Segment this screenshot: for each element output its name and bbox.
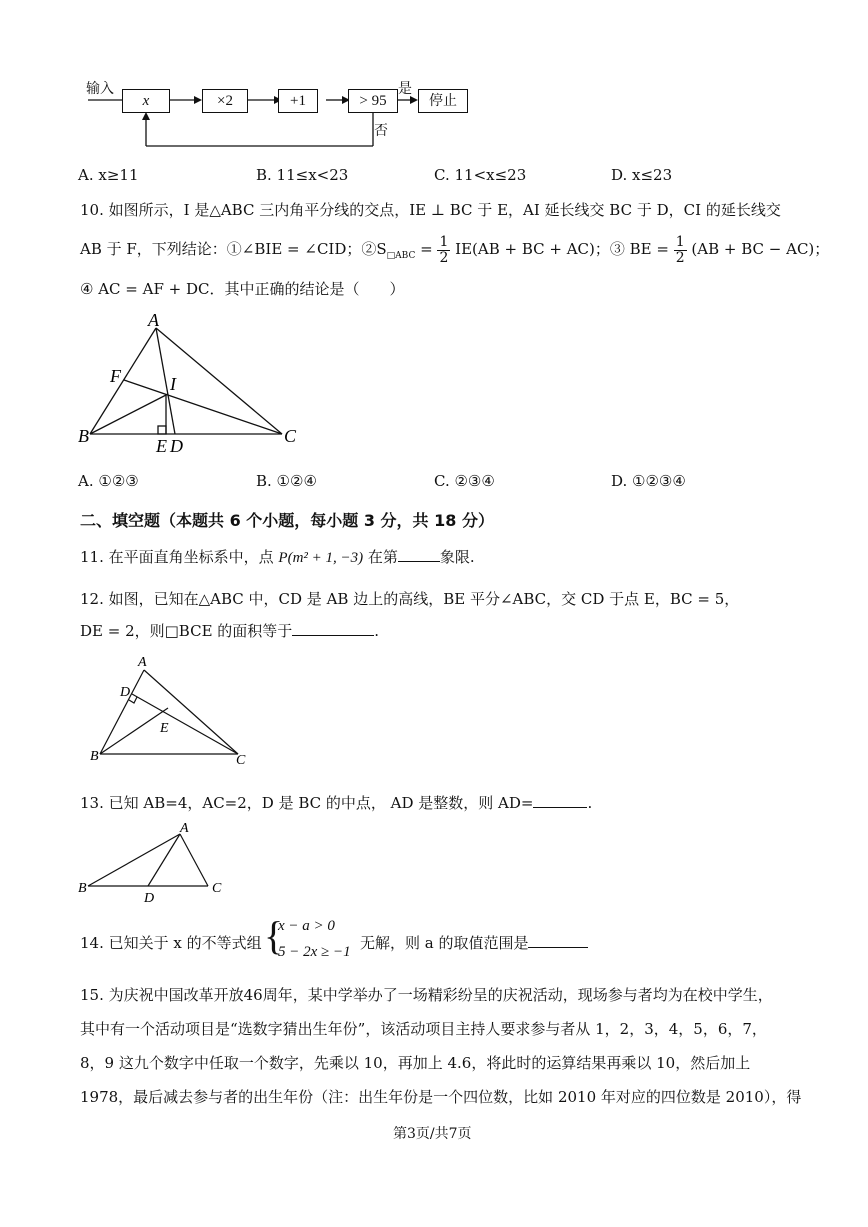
q13-text: 13. 已知 AB=4，AC=2，D 是 BC 的中点， AD 是整数，则 AD= . [80,794,593,812]
fraction-half: $\frac{1}{2}$ [439,233,449,266]
label-B: B [90,749,99,764]
label-B: B [78,426,89,446]
q13-triangle-figure [76,818,236,904]
q10-line1: 10. 如图所示，I 是△ABC 三内角平分线的交点，IE ⊥ BC 于 E，AI 延长线交 BC 于 D，CI 的延长线交 [80,201,781,219]
label-A: A [148,310,159,330]
flow-box-plus1: +1 [278,89,318,113]
fraction-half-2: $\frac{1}{2}$ [675,233,685,266]
flow-box-times2: ×2 [202,89,248,113]
q14-after: 无解，则 a 的取值范围是 [360,932,588,953]
q10-line3: ④ AC = AF + DC．其中正确的结论是（ ） [80,280,405,298]
label-B: B [78,881,87,896]
q9-option-d: D. x≤23 [611,166,673,184]
q10-line2: AB 于 F，下列结论：①∠BIE = ∠CID；$②S_{□ABC}$ = $\frac{1}{2}$ IE(AB + BC + AC)；③ BE = $\frac{1}{2}$ (AB + BC − AC)； [80,233,830,266]
q14-before: 14. 已知关于 x 的不等式组 [80,934,262,952]
q9-option-c: C. 11<x≤23 [434,166,527,184]
q12-triangle-figure [86,652,256,770]
q9-option-b: B. 11≤x<23 [256,166,349,184]
section-title: 二、填空题（本题共 6 个小题，每小题 3 分，共 18 分） [80,511,494,530]
label-F: F [110,366,121,386]
q14-inequality-2: 5 − 2x ≥ −1 [278,944,351,960]
label-C: C [284,426,297,446]
label-I: I [170,374,176,394]
q10-option-c: C. ②③④ [434,472,495,490]
label-A: A [138,655,147,670]
label-A: A [180,821,189,836]
q10-option-a: A. ①②③ [78,472,139,490]
q15-line-4: 1978，最后减去参与者的出生年份（注：出生年份是一个四位数，比如 2010 年对应的四位数是 2010），得 [80,1088,802,1106]
flow-no-label: 否 [374,123,388,139]
label-C: C [236,753,246,768]
q15-line-3: 8，9 这九个数字中任取一个数字，先乘以 10，再加上 4.6，将此时的运算结果再乘以 10，然后加上 [80,1054,751,1072]
label-E: E [160,721,169,736]
flow-box-stop: 停止 [418,89,468,113]
label-D: D [120,685,131,700]
q15-line-1: 15. 为庆祝中国改革开放46周年，某中学举办了一场精彩纷呈的庆祝活动，现场参与者均为在校中学生， [80,986,773,1004]
q10-option-d: D. ①②③④ [611,472,686,490]
flow-box-x: x [122,89,170,113]
flow-box-compare: > 95 [348,89,398,113]
label-E: E [156,436,167,456]
page-footer: 第3页/共7页 [393,1126,472,1142]
q15-line-2: 其中有一个活动项目是“选数字猜出生年份”，该活动项目主持人要求参与者从 1，2，3，4，5，6，7， [80,1020,767,1038]
q10-triangle-figure [76,310,316,460]
q12-line2: DE = 2，则□BCE 的面积等于 . [80,622,380,640]
q10-option-b: B. ①②④ [256,472,317,490]
brace-icon: { [264,913,284,958]
q9-option-a: A. x≥11 [78,166,139,184]
flow-yes-label: 是 [398,81,412,97]
q11-text: 11. 在平面直角坐标系中，点 P(m² + 1, −3) 在第 象限. [80,548,475,566]
flow-input-label: 输入 [86,81,114,97]
label-D: D [170,436,183,456]
q12-line1: 12. 如图，已知在△ABC 中，CD 是 AB 边上的高线，BE 平分∠ABC，交 CD 于点 E，BC = 5， [80,590,740,608]
label-C: C [212,881,222,896]
q14-inequality-1: x − a > 0 [278,918,335,934]
label-D: D [144,891,155,904]
